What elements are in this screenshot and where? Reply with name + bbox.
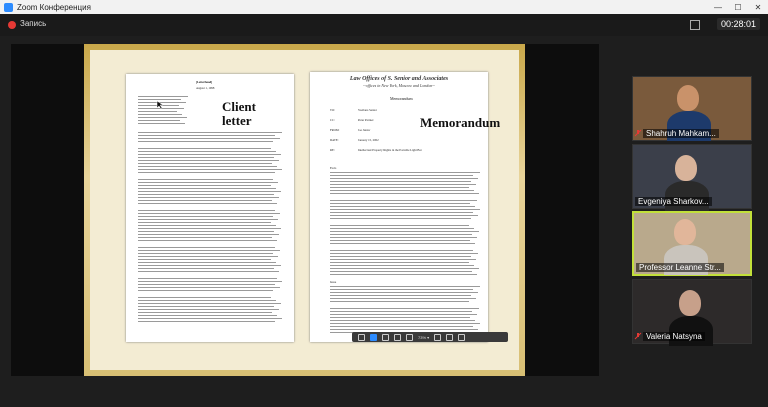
pointer-tool-icon[interactable] [370, 334, 377, 341]
text-line [330, 317, 470, 318]
text-line [138, 256, 278, 257]
text-line [138, 219, 278, 220]
text-line [138, 250, 280, 251]
text-line [330, 200, 477, 201]
text-line [330, 212, 473, 213]
memorandum-annotation: Memorandum [420, 115, 501, 130]
participant-face [679, 290, 701, 316]
text-line [330, 187, 469, 188]
minimize-button[interactable]: — [714, 2, 722, 12]
microphone-muted-icon [635, 130, 641, 137]
text-line [138, 222, 271, 223]
memo-heading: Memorandum [390, 96, 413, 101]
text-line [330, 206, 475, 207]
zoom-app-icon [4, 3, 13, 12]
text-line [330, 271, 472, 272]
gallery-view-icon[interactable] [690, 20, 700, 30]
text-line [330, 209, 480, 210]
text-line [138, 200, 272, 201]
memo-issue-heading: Issue [330, 280, 337, 284]
text-line [330, 268, 479, 269]
text-line [138, 290, 273, 291]
text-line [330, 265, 474, 266]
text-line [138, 216, 273, 217]
window-title: Zoom Конференция [17, 2, 91, 12]
text-line [138, 259, 271, 260]
memo-field-key: RE: [330, 148, 335, 152]
participant-name: Valeria Natsyna [643, 332, 705, 341]
text-line [138, 300, 276, 301]
text-line [330, 289, 473, 290]
memo-field-key: TO: [330, 108, 335, 112]
text-line [138, 148, 271, 149]
text-line [138, 157, 274, 158]
text-line [330, 218, 471, 219]
memo-field-key: CC: [330, 118, 335, 122]
zoom-in-icon[interactable] [406, 334, 413, 341]
text-line [138, 188, 276, 189]
text-line [330, 314, 477, 315]
text-line [330, 193, 479, 194]
text-line [138, 96, 188, 97]
text-line [138, 151, 276, 152]
text-line [138, 172, 275, 173]
text-line [330, 172, 480, 173]
hand-tool-icon[interactable] [382, 334, 389, 341]
text-line [138, 253, 273, 254]
memo-field-key: DATE: [330, 138, 339, 142]
page-view-icon[interactable] [458, 334, 465, 341]
text-line [138, 262, 276, 263]
text-line [330, 225, 469, 226]
text-line [138, 210, 275, 211]
zoom-level[interactable]: 73% ▾ [418, 334, 430, 340]
text-line [138, 163, 272, 164]
memorandum-page [310, 72, 501, 342]
text-line [330, 320, 475, 321]
text-line [138, 318, 282, 319]
participant-face [677, 85, 699, 111]
text-line [138, 141, 273, 142]
text-line [330, 329, 478, 330]
text-line [330, 215, 478, 216]
memo-offices: --offices in New York, Moscow and London-- [363, 83, 435, 88]
text-line [138, 111, 177, 112]
client-letter-page [126, 74, 294, 342]
text-line [330, 308, 479, 309]
text-line [138, 169, 282, 170]
text-line [138, 297, 271, 298]
text-line [138, 231, 274, 232]
memo-field-value: Svetlana Senior [358, 108, 377, 112]
text-line [330, 228, 474, 229]
memo-field-value: Joe Junior [358, 128, 371, 132]
text-line [138, 268, 274, 269]
participant-name: Professor Leanne Str... [636, 263, 724, 272]
text-line [330, 286, 480, 287]
text-line [330, 311, 472, 312]
memo-field-key: FROM: [330, 128, 340, 132]
fit-page-icon[interactable] [434, 334, 441, 341]
memo-field-value: Peter Partner [358, 118, 374, 122]
text-line [138, 265, 281, 266]
text-line [138, 312, 272, 313]
letterhead-label: [Letterhead] [196, 80, 213, 84]
participant-name: Shahruh Mahkam... [643, 129, 719, 138]
text-line [330, 181, 471, 182]
participant-name: Evgeniya Sharkov... [635, 197, 712, 206]
text-line [138, 138, 280, 139]
text-line [330, 259, 476, 260]
title-bar [0, 0, 768, 14]
close-button[interactable]: ✕ [754, 2, 762, 12]
active-speaker-tile[interactable] [632, 211, 752, 276]
text-line [138, 132, 282, 133]
participant-body [669, 316, 713, 346]
text-line [138, 191, 281, 192]
text-line [138, 213, 280, 214]
text-line [138, 194, 274, 195]
text-line [138, 117, 187, 118]
text-line [138, 303, 281, 304]
recording-bar [0, 14, 768, 36]
memo-field-value: Intellectual Property Rights in the Portable Light Bar [358, 148, 422, 152]
text-line [330, 203, 470, 204]
text-line [330, 256, 471, 257]
text-line [138, 123, 185, 124]
text-line [138, 185, 271, 186]
text-line [330, 262, 469, 263]
text-line [330, 274, 477, 275]
text-line [330, 178, 478, 179]
text-line [138, 247, 275, 248]
mouse-cursor-icon [156, 100, 164, 110]
text-line [330, 253, 478, 254]
client-letter-annotation: Client letter [222, 99, 256, 128]
rotate-icon[interactable] [446, 334, 453, 341]
participant-tile[interactable] [632, 279, 752, 344]
text-line [330, 326, 473, 327]
text-line [330, 295, 471, 296]
participant-face [675, 155, 697, 181]
text-line [138, 114, 182, 115]
text-line [138, 154, 281, 155]
maximize-button[interactable]: ☐ [734, 2, 742, 12]
text-line [138, 135, 275, 136]
text-line [138, 228, 281, 229]
text-line [138, 278, 277, 279]
text-line [330, 301, 469, 302]
letter-date: August 1, 1998 [196, 86, 215, 90]
text-line [138, 309, 279, 310]
text-line [138, 271, 279, 272]
text-line [330, 250, 473, 251]
text-line [138, 160, 279, 161]
text-line [138, 225, 276, 226]
text-line [330, 184, 476, 185]
text-line [138, 237, 272, 238]
memo-field-value: January 15, 2002 [358, 138, 379, 142]
text-line [138, 120, 180, 121]
participant-body [665, 181, 709, 211]
text-line [138, 166, 277, 167]
text-line [138, 315, 277, 316]
participant-tile[interactable] [632, 144, 752, 209]
text-line [330, 298, 476, 299]
text-line [330, 240, 470, 241]
zoom-out-icon[interactable] [394, 334, 401, 341]
text-line [330, 234, 472, 235]
text-line [330, 231, 479, 232]
select-tool-icon[interactable] [358, 334, 365, 341]
participant-tile[interactable] [632, 76, 752, 141]
text-line [330, 175, 473, 176]
text-line [330, 190, 474, 191]
text-line [330, 237, 477, 238]
text-line [138, 321, 275, 322]
participant-face [674, 219, 696, 245]
text-line [138, 234, 279, 235]
text-line [138, 203, 277, 204]
text-line [330, 323, 480, 324]
text-line [138, 306, 274, 307]
microphone-muted-icon [635, 333, 641, 340]
record-icon[interactable] [8, 21, 16, 29]
text-line [138, 182, 278, 183]
text-line [330, 243, 475, 244]
text-line [138, 197, 279, 198]
shared-screen-frame [84, 44, 525, 376]
memo-firm-name: Law Offices of S. Senior and Associates [349, 76, 449, 82]
text-line [138, 284, 275, 285]
text-line [138, 287, 280, 288]
annotation-toolbar [352, 332, 508, 342]
text-line [138, 179, 273, 180]
recording-label[interactable]: Запись [20, 19, 47, 28]
memo-facts-heading: Facts [330, 166, 337, 170]
text-line [330, 292, 478, 293]
meeting-timer: 00:28:01 [717, 18, 760, 30]
text-line [138, 281, 282, 282]
shared-screen-background [90, 50, 519, 370]
text-line [138, 240, 277, 241]
